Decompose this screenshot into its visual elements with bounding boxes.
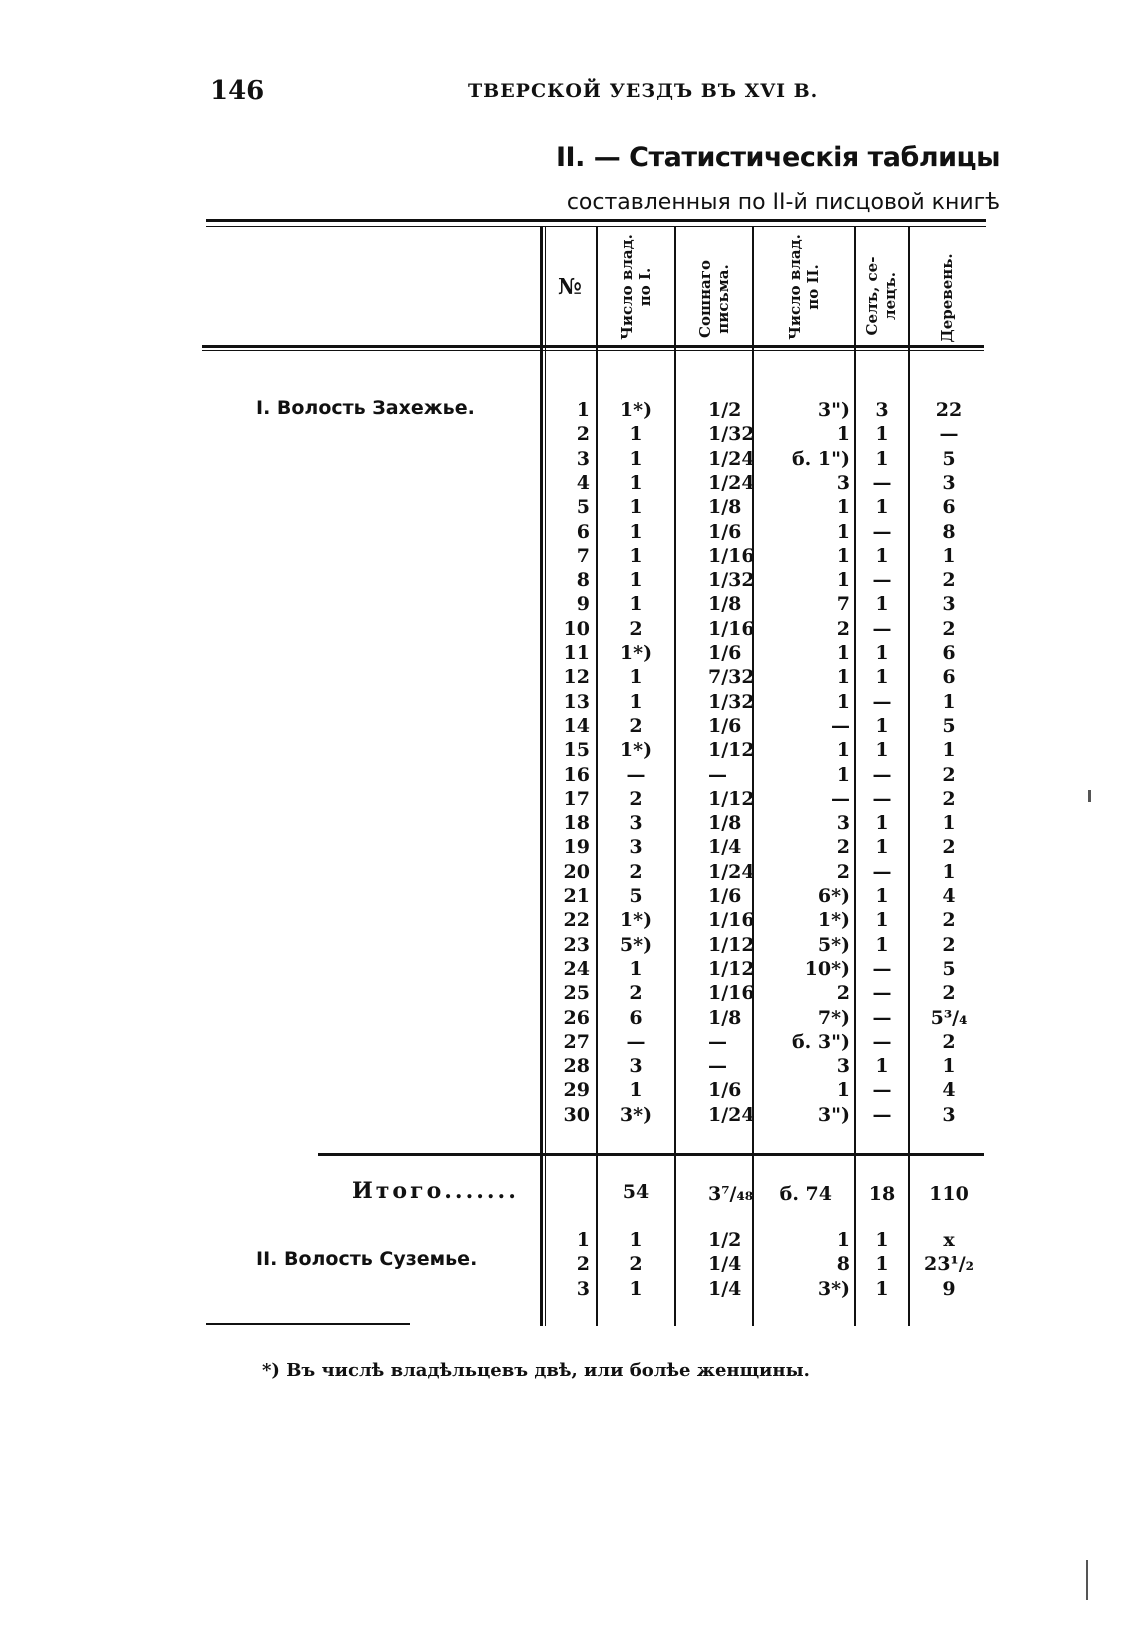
row-sokha: 1/16: [708, 982, 755, 1004]
row-owners-1: 2: [629, 715, 643, 737]
row-hamlets: 5: [942, 958, 956, 980]
row-number: 19: [563, 836, 590, 858]
row-number: 16: [563, 764, 590, 786]
row-owners-2: 3: [836, 1055, 850, 1077]
row-owners-1: 2: [629, 982, 643, 1004]
row-number: 12: [563, 666, 590, 688]
row-owners-1: 3: [629, 836, 643, 858]
row-number: 17: [563, 788, 590, 810]
row-hamlets: 2: [942, 788, 956, 810]
row-sokha: 1/24: [708, 861, 755, 883]
row-villages: 1: [875, 448, 889, 470]
group-label-2: II. Волость Суземье.: [256, 1248, 478, 1270]
row-villages: —: [872, 788, 892, 810]
row-number: 10: [563, 618, 590, 640]
row-villages: —: [872, 1104, 892, 1126]
row-number: 3: [576, 1278, 590, 1300]
row-hamlets: 2: [942, 909, 956, 931]
row-sokha: 1/6: [708, 642, 742, 664]
row-sokha: 1/12: [708, 958, 755, 980]
row-owners-1: 6: [629, 1007, 643, 1029]
row-hamlets: 4: [942, 885, 956, 907]
row-owners-1: 1: [629, 448, 643, 470]
row-hamlets: 8: [942, 521, 956, 543]
row-number: 4: [576, 472, 590, 494]
row-owners-2: —: [831, 788, 850, 810]
row-owners-2: 2: [836, 861, 850, 883]
row-hamlets: 3: [942, 1104, 956, 1126]
row-sokha: 1/12: [708, 788, 755, 810]
row-owners-1: 1: [629, 958, 643, 980]
footnote: *) Въ числѣ владѣльцевъ двѣ, или болѣе женщины.: [262, 1360, 810, 1381]
row-owners-2: 1: [836, 642, 850, 664]
row-owners-1: 3: [629, 1055, 643, 1077]
row-owners-2: б. 3"): [791, 1031, 850, 1053]
row-sokha: 1/8: [708, 496, 742, 518]
row-number: 28: [563, 1055, 590, 1077]
row-owners-1: 1: [629, 1079, 643, 1101]
row-villages: 1: [875, 545, 889, 567]
row-villages: —: [872, 764, 892, 786]
row-owners-1: 3: [629, 812, 643, 834]
col-sep-main-2: [545, 226, 546, 1326]
row-owners-1: 5*): [619, 934, 653, 956]
row-hamlets: 2: [942, 764, 956, 786]
row-number: 6: [576, 521, 590, 543]
row-villages: —: [872, 861, 892, 883]
row-villages: 1: [875, 934, 889, 956]
row-sokha: 1/16: [708, 909, 755, 931]
row-number: 20: [563, 861, 590, 883]
row-owners-2: 1: [836, 423, 850, 445]
row-owners-2: 5*): [817, 934, 850, 956]
row-sokha: 1/16: [708, 545, 755, 567]
row-number: 9: [576, 593, 590, 615]
row-sokha: 1/6: [708, 1079, 742, 1101]
row-owners-1: 1*): [619, 739, 653, 761]
row-owners-1: 1*): [619, 642, 653, 664]
row-number: 2: [576, 423, 590, 445]
row-owners-2: б. 1"): [791, 448, 850, 470]
row-number: 1: [576, 399, 590, 421]
row-villages: —: [872, 1079, 892, 1101]
row-number: 21: [563, 885, 590, 907]
row-hamlets: 1: [942, 861, 956, 883]
row-hamlets: 1: [942, 691, 956, 713]
row-owners-1: 1: [629, 1229, 643, 1251]
row-villages: 1: [875, 496, 889, 518]
row-owners-1: 5: [629, 885, 643, 907]
row-number: 24: [563, 958, 590, 980]
row-sokha: 1/32: [708, 569, 755, 591]
row-number: 1: [576, 1229, 590, 1251]
row-number: 5: [576, 496, 590, 518]
row-villages: —: [872, 958, 892, 980]
total-label: Итого.......: [352, 1178, 519, 1204]
row-villages: 3: [875, 399, 889, 421]
col-sep-4: [854, 226, 856, 1326]
row-sokha: 7/32: [708, 666, 755, 688]
row-sokha: 1/32: [708, 691, 755, 713]
total-hamlets: 110: [929, 1183, 969, 1205]
row-hamlets: 5: [942, 448, 956, 470]
row-owners-2: 1: [836, 496, 850, 518]
row-hamlets: 22: [935, 399, 963, 421]
group-label-1: I. Волость Захежье.: [256, 397, 475, 419]
row-sokha: 1/32: [708, 423, 755, 445]
row-villages: —: [872, 521, 892, 543]
row-hamlets: —: [939, 423, 959, 445]
col-sep-main: [540, 226, 543, 1326]
row-owners-2: 1: [836, 1079, 850, 1101]
scan-edge-mark: [1086, 1560, 1088, 1600]
row-hamlets: 2: [942, 934, 956, 956]
row-number: 25: [563, 982, 590, 1004]
row-villages: —: [872, 569, 892, 591]
total-rule: [318, 1153, 984, 1156]
row-hamlets: 2: [942, 1031, 956, 1053]
row-owners-1: 1: [629, 545, 643, 567]
row-sokha: 1/4: [708, 836, 742, 858]
row-owners-1: 1: [629, 691, 643, 713]
row-sokha: 1/6: [708, 715, 742, 737]
row-owners-2: 1: [836, 1229, 850, 1251]
row-villages: —: [872, 1007, 892, 1029]
page-number: 146: [210, 76, 265, 106]
row-sokha: 1/8: [708, 812, 742, 834]
row-owners-1: 2: [629, 788, 643, 810]
total-villages: 18: [868, 1183, 896, 1205]
row-sokha: 1/2: [708, 1229, 742, 1251]
row-owners-2: 3*): [817, 1278, 850, 1300]
row-hamlets: 2: [942, 569, 956, 591]
row-villages: 1: [875, 885, 889, 907]
row-hamlets: 5: [942, 715, 956, 737]
row-villages: 1: [875, 739, 889, 761]
row-hamlets: 1: [942, 812, 956, 834]
row-number: 30: [563, 1104, 590, 1126]
row-sokha: —: [708, 1055, 727, 1077]
row-owners-2: 3: [836, 472, 850, 494]
row-villages: 1: [875, 1253, 889, 1275]
row-hamlets: 1: [942, 545, 956, 567]
row-villages: 1: [875, 715, 889, 737]
row-hamlets: 9: [942, 1278, 956, 1300]
row-number: 13: [563, 691, 590, 713]
row-sokha: 1/16: [708, 618, 755, 640]
row-number: 27: [563, 1031, 590, 1053]
total-sokha: 3⁷/₄₈: [708, 1183, 754, 1205]
row-owners-1: 1: [629, 521, 643, 543]
row-hamlets: x: [943, 1229, 955, 1251]
col-sep-5: [908, 226, 910, 1326]
row-sokha: 1/2: [708, 399, 742, 421]
col-sep-1: [596, 226, 598, 1326]
row-villages: 1: [875, 1055, 889, 1077]
row-owners-2: 7*): [817, 1007, 850, 1029]
row-number: 29: [563, 1079, 590, 1101]
row-owners-1: 1: [629, 423, 643, 445]
header-owners-1: Число влад. по I.: [618, 234, 654, 340]
row-sokha: 1/4: [708, 1253, 742, 1275]
row-owners-1: 1: [629, 1278, 643, 1300]
row-villages: 1: [875, 812, 889, 834]
row-hamlets: 3: [942, 472, 956, 494]
row-owners-1: —: [626, 764, 646, 786]
row-hamlets: 6: [942, 496, 956, 518]
row-sokha: 1/6: [708, 885, 742, 907]
footnote-rule: [206, 1323, 410, 1325]
header-owners-2: Число влад. по II.: [786, 234, 822, 340]
row-number: 14: [563, 715, 590, 737]
row-number: 8: [576, 569, 590, 591]
row-hamlets: 2: [942, 836, 956, 858]
row-hamlets: 1: [942, 1055, 956, 1077]
header-bottom-rule: [202, 345, 984, 348]
row-hamlets: 5³/₄: [930, 1007, 968, 1029]
row-owners-1: 1: [629, 666, 643, 688]
row-sokha: 1/4: [708, 1278, 742, 1300]
row-villages: 1: [875, 666, 889, 688]
row-owners-1: 2: [629, 861, 643, 883]
row-owners-2: 7: [836, 593, 850, 615]
row-sokha: 1/24: [708, 1104, 755, 1126]
row-owners-2: 10*): [804, 958, 850, 980]
row-number: 26: [563, 1007, 590, 1029]
row-owners-2: 1: [836, 691, 850, 713]
row-owners-2: 1: [836, 739, 850, 761]
row-sokha: 1/6: [708, 521, 742, 543]
row-number: 11: [563, 642, 590, 664]
header-number: №: [558, 274, 582, 300]
col-sep-2: [674, 226, 676, 1326]
row-sokha: 1/8: [708, 593, 742, 615]
row-villages: —: [872, 618, 892, 640]
row-owners-2: 1: [836, 666, 850, 688]
header-sokha: Сошнаго письма.: [696, 260, 732, 338]
row-owners-2: 1: [836, 569, 850, 591]
row-owners-1: 2: [629, 618, 643, 640]
row-owners-2: 1*): [817, 909, 850, 931]
row-hamlets: 6: [942, 642, 956, 664]
row-owners-2: 1: [836, 521, 850, 543]
row-number: 7: [576, 545, 590, 567]
row-owners-2: 8: [836, 1253, 850, 1275]
row-hamlets: 6: [942, 666, 956, 688]
row-number: 2: [576, 1253, 590, 1275]
row-owners-2: 1: [836, 545, 850, 567]
row-villages: 1: [875, 909, 889, 931]
row-villages: 1: [875, 836, 889, 858]
row-villages: —: [872, 472, 892, 494]
row-sokha: 1/24: [708, 472, 755, 494]
row-number: 3: [576, 448, 590, 470]
row-owners-2: 3"): [817, 1104, 850, 1126]
row-hamlets: 4: [942, 1079, 956, 1101]
row-owners-1: —: [626, 1031, 646, 1053]
row-owners-2: —: [831, 715, 850, 737]
row-number: 23: [563, 934, 590, 956]
row-owners-1: 1: [629, 472, 643, 494]
row-sokha: 1/12: [708, 934, 755, 956]
row-sokha: 1/12: [708, 739, 755, 761]
row-owners-2: 2: [836, 982, 850, 1004]
row-villages: —: [872, 1031, 892, 1053]
row-villages: 1: [875, 593, 889, 615]
row-sokha: —: [708, 1031, 727, 1053]
row-number: 15: [563, 739, 590, 761]
row-sokha: —: [708, 764, 727, 786]
header-hamlets: Деревень.: [938, 253, 956, 343]
row-villages: 1: [875, 423, 889, 445]
row-hamlets: 1: [942, 739, 956, 761]
row-sokha: 1/8: [708, 1007, 742, 1029]
row-owners-1: 3*): [619, 1104, 653, 1126]
row-hamlets: 23¹/₂: [923, 1253, 975, 1275]
row-villages: —: [872, 982, 892, 1004]
section-subtitle: составленныя по II-й писцовой книгѣ: [566, 190, 1000, 215]
row-number: 22: [563, 909, 590, 931]
row-owners-2: 2: [836, 618, 850, 640]
row-villages: 1: [875, 1229, 889, 1251]
row-owners-1: 2: [629, 1253, 643, 1275]
row-owners-1: 1: [629, 569, 643, 591]
row-owners-2: 6*): [817, 885, 850, 907]
row-owners-2: 3: [836, 812, 850, 834]
row-owners-1: 1*): [619, 909, 653, 931]
section-title: II. — Статистическія таблицы: [556, 142, 1000, 173]
row-owners-1: 1: [629, 496, 643, 518]
row-owners-2: 1: [836, 764, 850, 786]
row-hamlets: 2: [942, 618, 956, 640]
row-owners-2: 2: [836, 836, 850, 858]
row-owners-2: 3"): [817, 399, 850, 421]
total-owners-2: б. 74: [779, 1183, 832, 1205]
row-hamlets: 3: [942, 593, 956, 615]
table-top-rule: [206, 219, 986, 222]
row-number: 18: [563, 812, 590, 834]
row-villages: —: [872, 691, 892, 713]
running-title: ТВЕРСКОЙ УЕЗДЪ ВЪ XVI В.: [468, 80, 819, 102]
total-owners-1: 54: [622, 1181, 650, 1203]
row-hamlets: 2: [942, 982, 956, 1004]
scan-edge-mark: [1088, 790, 1091, 802]
row-villages: 1: [875, 642, 889, 664]
row-sokha: 1/24: [708, 448, 755, 470]
header-villages: Селъ, се- лецъ.: [863, 256, 899, 336]
row-owners-1: 1: [629, 593, 643, 615]
header-bottom-rule-2: [202, 350, 984, 351]
row-owners-1: 1*): [619, 399, 653, 421]
row-villages: 1: [875, 1278, 889, 1300]
